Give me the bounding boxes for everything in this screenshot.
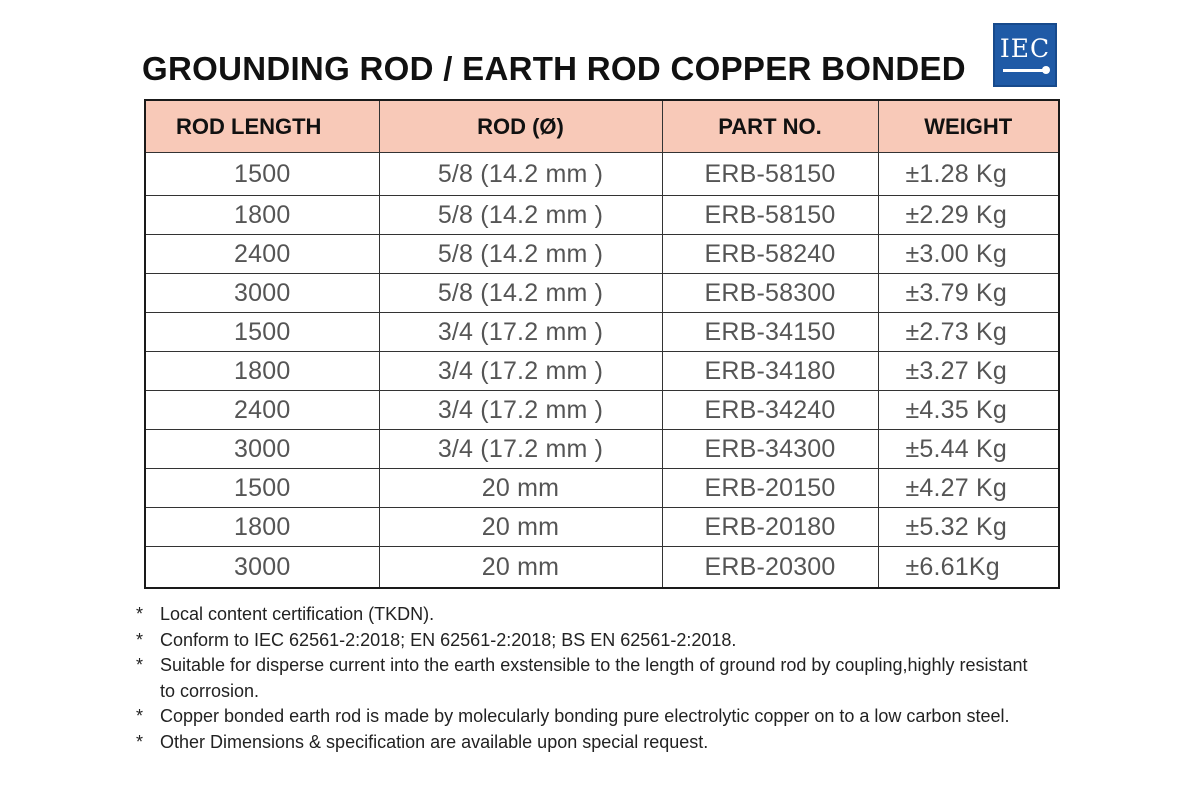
note-bullet: * bbox=[136, 706, 144, 726]
cell-rod-length: 1800 bbox=[145, 352, 379, 391]
header-rod-diameter: ROD (Ø) bbox=[379, 100, 662, 153]
cell-weight: ±3.79 Kg bbox=[878, 274, 1059, 313]
cell-rod-length: 1500 bbox=[145, 313, 379, 352]
cell-weight: ±6.61Kg bbox=[878, 547, 1059, 589]
page-title: GROUNDING ROD / EARTH ROD COPPER BONDED bbox=[142, 50, 966, 87]
cell-weight: ±4.35 Kg bbox=[878, 391, 1059, 430]
header-weight: WEIGHT bbox=[878, 100, 1059, 153]
table-row bbox=[145, 196, 1059, 235]
cell-rod-diameter: 5/8 (14.2 mm ) bbox=[379, 153, 662, 196]
cell-rod-length: 1800 bbox=[145, 196, 379, 235]
cell-rod-diameter: 5/8 (14.2 mm ) bbox=[379, 196, 662, 235]
table-row bbox=[145, 235, 1059, 274]
note-text: Conform to IEC 62561-2:2018; EN 62561-2:2018; BS EN 62561-2:2018. bbox=[160, 629, 737, 650]
cell-weight: ±2.73 Kg bbox=[878, 313, 1059, 352]
table-row bbox=[145, 313, 1059, 352]
note-text: Other Dimensions & specification are available upon special request. bbox=[160, 731, 709, 752]
table-row bbox=[145, 547, 1059, 589]
note-bullet: * bbox=[136, 629, 144, 650]
cell-rod-length: 3000 bbox=[145, 547, 379, 589]
header-rod-length: ROD LENGTH bbox=[145, 100, 379, 153]
cell-rod-length: 1500 bbox=[145, 469, 379, 508]
note-item bbox=[136, 602, 1036, 628]
note-item bbox=[136, 628, 1036, 654]
cell-part-no: ERB-58150 bbox=[662, 153, 878, 196]
cell-rod-diameter: 20 mm bbox=[379, 508, 662, 547]
spec-table bbox=[144, 99, 1060, 589]
table-row bbox=[145, 274, 1059, 313]
note-item bbox=[136, 704, 1036, 730]
table-row bbox=[145, 469, 1059, 508]
table-row bbox=[145, 430, 1059, 469]
cell-part-no: ERB-20300 bbox=[662, 547, 878, 589]
cell-rod-length: 3000 bbox=[145, 430, 379, 469]
cell-rod-diameter: 20 mm bbox=[379, 547, 662, 589]
iec-logo-dot bbox=[1042, 66, 1050, 74]
cell-rod-length: 3000 bbox=[145, 274, 379, 313]
header-part-no: PART NO. bbox=[662, 100, 878, 153]
cell-rod-length: 2400 bbox=[145, 391, 379, 430]
cell-rod-diameter: 3/4 (17.2 mm ) bbox=[379, 430, 662, 469]
note-text: Suitable for disperse current into the earth exstensible to the length of ground rod by coupling,highly resistant to corrosion. bbox=[160, 655, 1028, 701]
cell-part-no: ERB-20150 bbox=[662, 469, 878, 508]
cell-part-no: ERB-20180 bbox=[662, 508, 878, 547]
cell-weight: ±3.00 Kg bbox=[878, 235, 1059, 274]
note-bullet: * bbox=[136, 604, 144, 624]
cell-rod-length: 1500 bbox=[145, 153, 379, 196]
cell-rod-diameter: 3/4 (17.2 mm ) bbox=[379, 313, 662, 352]
iec-logo-text: IEC bbox=[999, 34, 1051, 63]
note-item bbox=[136, 730, 1036, 756]
cell-part-no: ERB-34300 bbox=[662, 430, 878, 469]
cell-rod-diameter: 3/4 (17.2 mm ) bbox=[379, 352, 662, 391]
cell-rod-length: 2400 bbox=[145, 235, 379, 274]
cell-weight: ±5.32 Kg bbox=[878, 508, 1059, 547]
cell-rod-diameter: 3/4 (17.2 mm ) bbox=[379, 391, 662, 430]
iec-logo bbox=[993, 23, 1057, 87]
notes-list bbox=[136, 602, 1036, 755]
cell-weight: ±1.28 Kg bbox=[878, 153, 1059, 196]
cell-part-no: ERB-34240 bbox=[662, 391, 878, 430]
note-item bbox=[136, 653, 1036, 704]
cell-part-no: ERB-34150 bbox=[662, 313, 878, 352]
cell-rod-diameter: 20 mm bbox=[379, 469, 662, 508]
cell-weight: ±5.44 Kg bbox=[878, 430, 1059, 469]
cell-weight: ±2.29 Kg bbox=[878, 196, 1059, 235]
cell-part-no: ERB-58150 bbox=[662, 196, 878, 235]
table-row bbox=[145, 391, 1059, 430]
table-row bbox=[145, 508, 1059, 547]
cell-weight: ±3.27 Kg bbox=[878, 352, 1059, 391]
note-text: Copper bonded earth rod is made by molecularly bonding pure electrolytic copper on to a low carbon steel. bbox=[160, 706, 1010, 726]
note-bullet: * bbox=[136, 731, 144, 752]
cell-rod-diameter: 5/8 (14.2 mm ) bbox=[379, 274, 662, 313]
table-header-row bbox=[145, 100, 1059, 153]
iec-logo-bar bbox=[1003, 69, 1047, 72]
cell-weight: ±4.27 Kg bbox=[878, 469, 1059, 508]
note-bullet: * bbox=[136, 655, 144, 675]
table-row bbox=[145, 352, 1059, 391]
cell-rod-diameter: 5/8 (14.2 mm ) bbox=[379, 235, 662, 274]
cell-part-no: ERB-58240 bbox=[662, 235, 878, 274]
cell-part-no: ERB-58300 bbox=[662, 274, 878, 313]
note-text: Local content certification (TKDN). bbox=[160, 604, 435, 624]
cell-rod-length: 1800 bbox=[145, 508, 379, 547]
cell-part-no: ERB-34180 bbox=[662, 352, 878, 391]
table-row bbox=[145, 153, 1059, 196]
